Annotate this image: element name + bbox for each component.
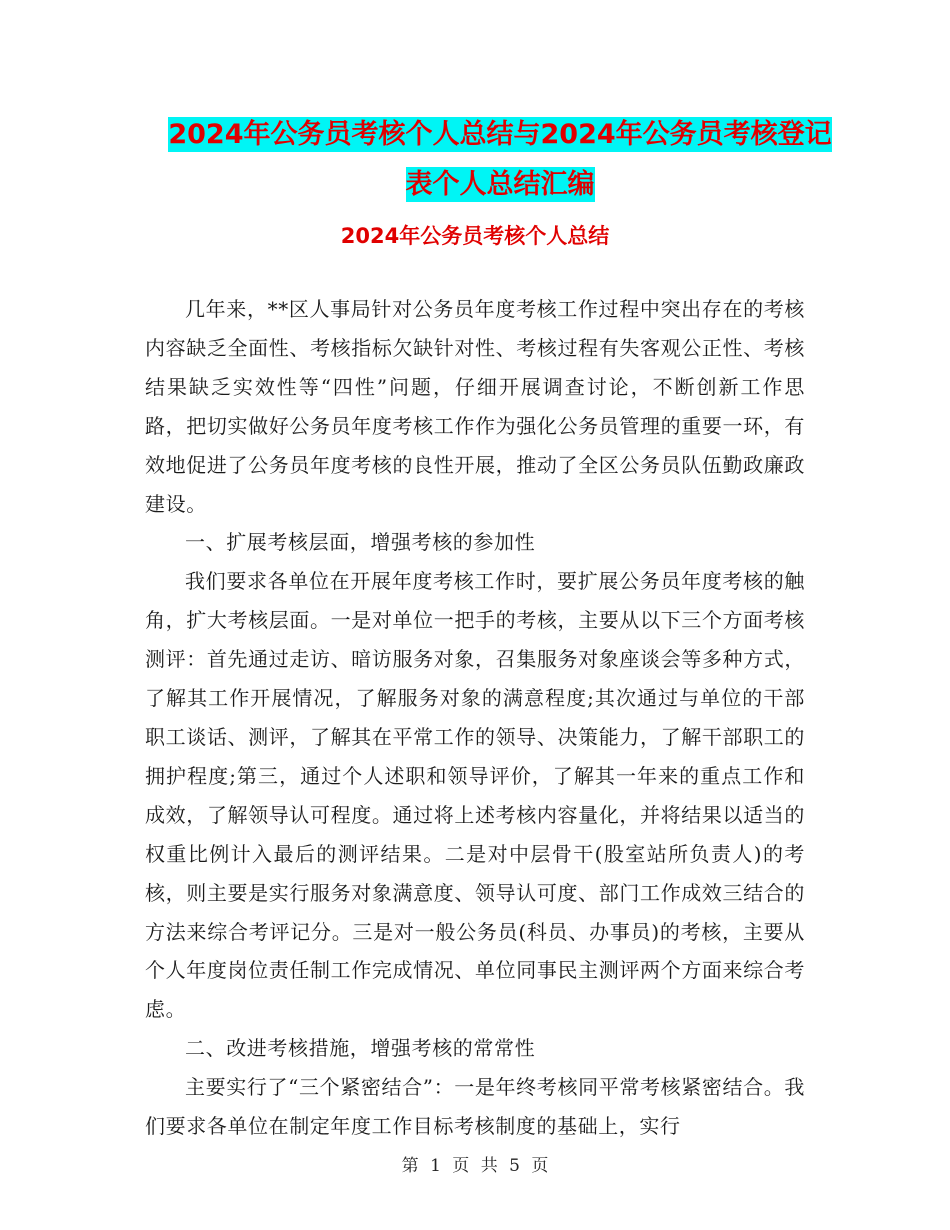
page-number-prefix: 第 [401, 1156, 419, 1176]
paragraph-section-2: 主要实行了“三个紧密结合”：一是年终考核同平常考核紧密结合。我们要求各单位在制定年度工作目标考核制度的基础上，实行 [145, 1075, 805, 1139]
page-number-current: 1 [430, 1156, 441, 1176]
document-title-line-2: 表个人总结汇编 [405, 169, 595, 200]
page-number-suffix: 页 [531, 1156, 549, 1176]
page-total-label: 共 [480, 1156, 498, 1176]
page-footer [0, 1154, 950, 1178]
heading-section-1: 一、扩展考核层面，增强考核的参加性 [185, 530, 536, 555]
page-number-total: 5 [509, 1156, 520, 1176]
paragraph-intro: 几年来，**区人事局针对公务员年度考核工作过程中突出存在的考核内容缺乏全面性、考核指标欠缺针对性、考核过程有失客观公正性、考核结果缺乏实效性等“四性”问题，仔细开展调查讨论，不断创新工作思路，把切实做好公务员年度考核工作作为强化公务员管理的重要一环，有效地促进了公务员年度考核的良性开展，推动了全区公务员队伍勤政廉政建设。 [145, 297, 805, 516]
section-title: 2024年公务员考核个人总结 [340, 224, 610, 248]
document-title [150, 110, 850, 210]
document-body [145, 290, 805, 1146]
document-title-line-1: 2024年公务员考核个人总结与2024年公务员考核登记 [168, 119, 832, 150]
paragraph-section-1: 我们要求各单位在开展年度考核工作时，要扩展公务员年度考核的触角，扩大考核层面。一是对单位一把手的考核，主要从以下三个方面考核测评：首先通过走访、暗访服务对象，召集服务对象座谈会等多种方式，了解其工作开展情况，了解服务对象的满意程度;其次通过与单位的干部职工谈话、测评，了解其在平常工作的领导、决策能力，了解干部职工的拥护程度;第三，通过个人述职和领导评价，了解其一年来的重点工作和成效，了解领导认可程度。通过将上述考核内容量化，并将结果以适当的权重比例计入最后的测评结果。二是对中层骨干(股室站所负责人)的考核，则主要是实行服务对象满意度、领导认可度、部门工作成效三结合的方法来综合考评记分。三是对一般公务员(科员、办事员)的考核，主要从个人年度岗位责任制工作完成情况、单位同事民主测评两个方面来综合考虑。 [145, 569, 805, 1022]
heading-section-2: 二、改进考核措施，增强考核的常常性 [185, 1036, 536, 1061]
page-number-label: 页 [452, 1156, 470, 1176]
